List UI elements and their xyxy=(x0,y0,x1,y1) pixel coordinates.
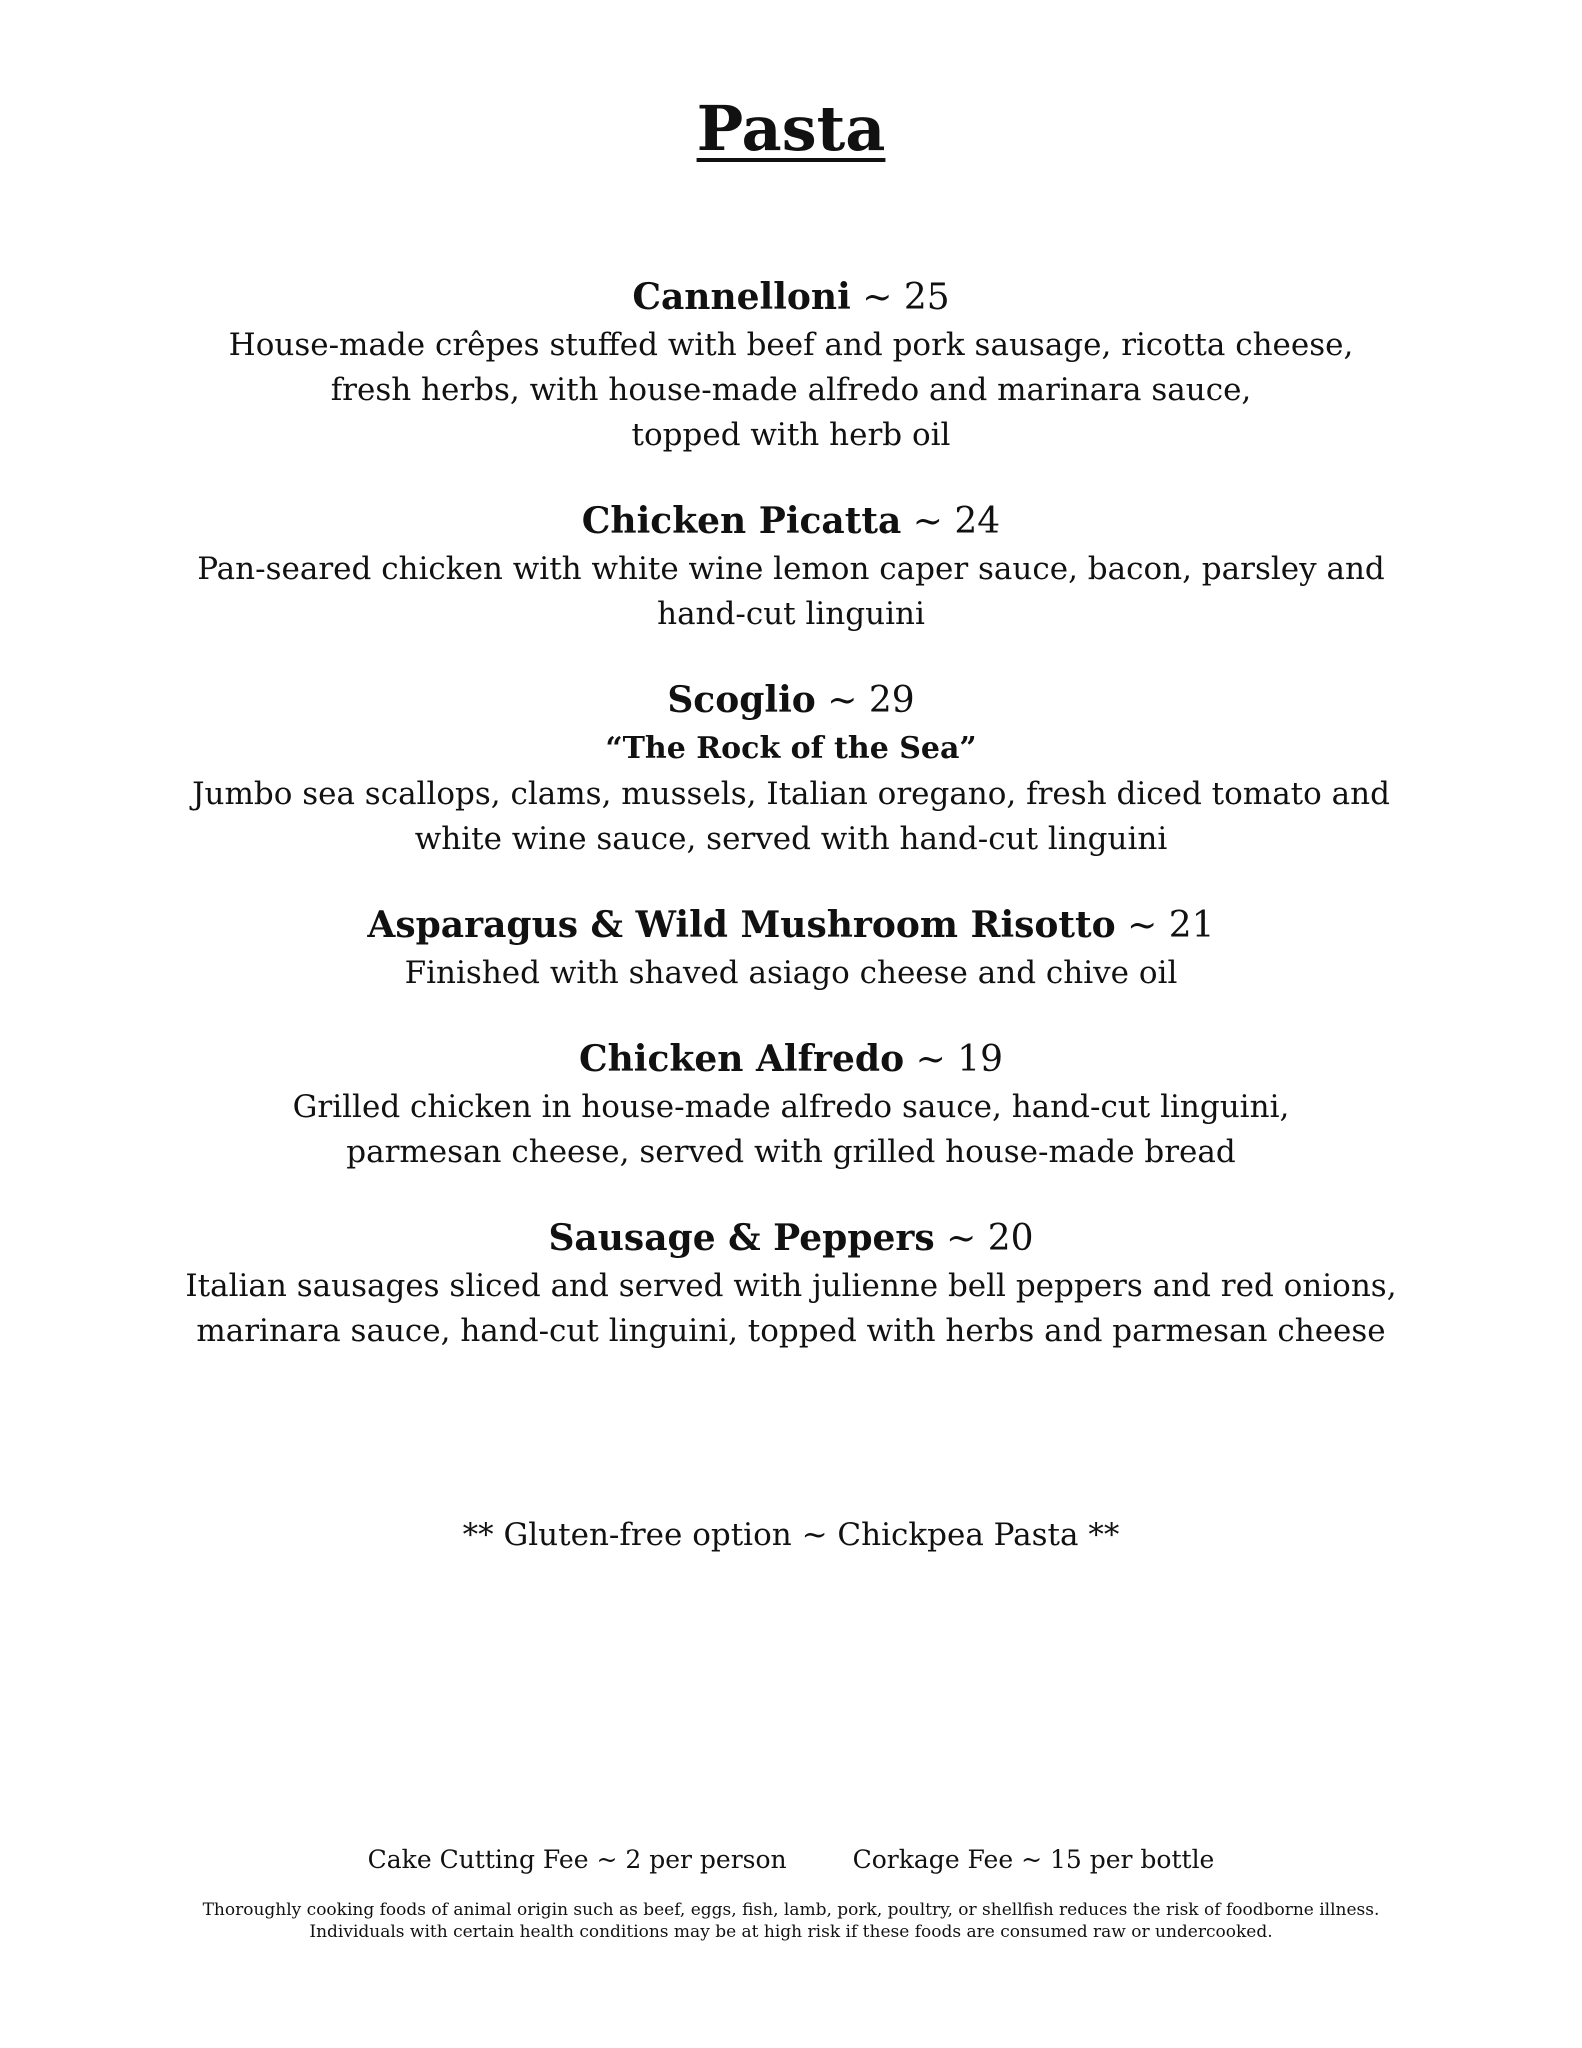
menu-item-name: Sausage & Peppers xyxy=(548,1217,935,1259)
price-separator: ~ xyxy=(946,1218,977,1259)
fees-line xyxy=(0,1842,1582,1878)
menu-item-description-line: white wine sauce, served with hand-cut linguini xyxy=(414,821,1168,857)
menu-item-price: 24 xyxy=(954,501,1001,542)
menu-item-sausage-peppers xyxy=(0,1213,1582,1354)
menu-item-description-line: fresh herbs, with house-made alfredo and marinara sauce, xyxy=(330,372,1252,408)
price-separator: ~ xyxy=(1127,905,1158,946)
menu-item-name: Chicken Alfredo xyxy=(578,1038,905,1080)
menu-item-description-line: Grilled chicken in house-made alfredo sauce, hand-cut linguini, xyxy=(292,1089,1290,1125)
menu-item-chicken-alfredo xyxy=(0,1034,1582,1175)
menu-item-price: 21 xyxy=(1168,905,1215,946)
corkage-fee: Corkage Fee ~ 15 per bottle xyxy=(852,1845,1215,1874)
price-separator: ~ xyxy=(827,680,858,721)
menu-item-risotto xyxy=(0,900,1582,996)
menu-item-name: Cannelloni xyxy=(632,276,851,318)
menu-item-name: Asparagus & Wild Mushroom Risotto xyxy=(367,904,1116,946)
disclaimer-line: Thoroughly cooking foods of animal origin such as beef, eggs, fish, lamb, pork, poultry, or shellfish reduces the risk of foodborne illness. xyxy=(202,1900,1380,1920)
page-title: Pasta xyxy=(696,92,886,165)
menu-item-description-line: hand-cut linguini xyxy=(657,596,925,632)
menu-item-name: Scoglio xyxy=(667,679,816,721)
menu-item-scoglio xyxy=(0,675,1582,862)
menu-item-heading xyxy=(0,1034,1582,1085)
menu-item-description-line: Pan-seared chicken with white wine lemon caper sauce, bacon, parsley and xyxy=(197,551,1385,587)
menu-item-heading xyxy=(0,272,1582,323)
gluten-free-note: ** Gluten-free option ~ Chickpea Pasta ** xyxy=(462,1517,1120,1553)
menu-item-description-line: marinara sauce, hand-cut linguini, topped with herbs and parmesan cheese xyxy=(196,1313,1386,1349)
menu-item-chicken-picatta xyxy=(0,496,1582,637)
menu-item-heading xyxy=(0,900,1582,951)
price-separator: ~ xyxy=(862,277,893,318)
menu-item-heading xyxy=(0,1213,1582,1264)
menu-item-description-line: topped with herb oil xyxy=(631,417,951,453)
menu-item-price: 20 xyxy=(987,1218,1034,1259)
price-separator: ~ xyxy=(912,501,943,542)
price-separator: ~ xyxy=(915,1039,946,1080)
menu-item-price: 29 xyxy=(868,680,915,721)
menu-item-heading xyxy=(0,496,1582,547)
menu-item-description-line: Italian sausages sliced and served with julienne bell peppers and red onions, xyxy=(185,1268,1397,1304)
menu-item-price: 25 xyxy=(903,277,950,318)
menu-item-description-line: parmesan cheese, served with grilled house-made bread xyxy=(346,1134,1236,1170)
menu-item-cannelloni xyxy=(0,272,1582,458)
disclaimer-line: Individuals with certain health conditions may be at high risk if these foods are consumed raw or undercooked. xyxy=(309,1922,1273,1942)
menu-list xyxy=(0,272,1582,1392)
food-safety-disclaimer xyxy=(0,1899,1582,1943)
menu-item-name: Chicken Picatta xyxy=(581,500,902,542)
menu-item-price: 19 xyxy=(957,1039,1003,1080)
menu-item-description-line: Finished with shaved asiago cheese and chive oil xyxy=(404,955,1178,991)
menu-item-heading xyxy=(0,675,1582,726)
cake-cutting-fee: Cake Cutting Fee ~ 2 per person xyxy=(367,1845,787,1874)
menu-item-description-line: House-made crêpes stuffed with beef and pork sausage, ricotta cheese, xyxy=(228,327,1354,363)
menu-item-description-line: Jumbo sea scallops, clams, mussels, Italian oregano, fresh diced tomato and xyxy=(192,776,1390,812)
menu-item-subtitle: “The Rock of the Sea” xyxy=(605,731,977,766)
